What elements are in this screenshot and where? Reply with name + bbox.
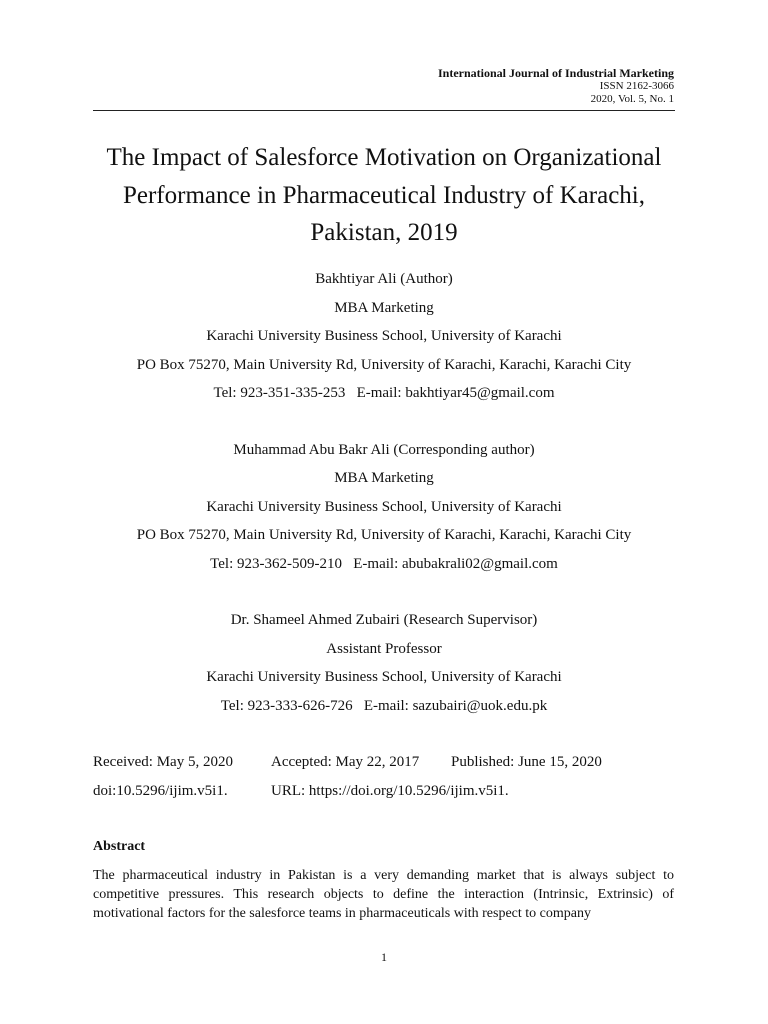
received-date: Received: May 5, 2020 bbox=[93, 754, 233, 770]
author-spacer bbox=[0, 578, 768, 606]
title-line: Performance in Pharmaceutical Industry of Karachi, bbox=[122, 181, 645, 209]
journal-name: International Journal of Industrial Marketing bbox=[437, 66, 674, 80]
author-block bbox=[0, 265, 768, 408]
author-address: PO Box 75270, Main University Rd, University of Karachi, Karachi, Karachi City bbox=[136, 527, 632, 543]
journal-issn: ISSN 2162-3066 bbox=[599, 80, 674, 92]
author-contact: Tel: 923-362-509-210 E-mail: abubakrali02@gmail.com bbox=[210, 555, 558, 572]
doi-url: URL: https://doi.org/10.5296/ijim.v5i1. bbox=[271, 782, 509, 799]
title-line: Pakistan, 2019 bbox=[310, 219, 458, 246]
doi-text: doi:10.5296/ijim.v5i1. bbox=[93, 782, 228, 799]
author-institution: Karachi University Business School, University of Karachi bbox=[206, 669, 562, 685]
author-institution: Karachi University Business School, University of Karachi bbox=[206, 328, 562, 344]
journal-header bbox=[438, 66, 674, 106]
dates-row bbox=[93, 748, 602, 777]
accepted-date: Accepted: May 22, 2017 bbox=[271, 754, 420, 770]
author-position: Assistant Professor bbox=[326, 640, 442, 657]
publication-dates bbox=[93, 748, 602, 805]
author-position: MBA Marketing bbox=[334, 470, 434, 486]
paper-title bbox=[60, 139, 708, 252]
author-address: PO Box 75270, Main University Rd, University of Karachi, Karachi, Karachi City bbox=[136, 356, 632, 373]
author-name: Dr. Shameel Ahmed Zubairi (Research Supervisor) bbox=[230, 612, 538, 628]
author-block bbox=[0, 436, 768, 579]
author-contact: Tel: 923-333-626-726 E-mail: sazubairi@uok.edu.pk bbox=[220, 697, 548, 714]
author-spacer bbox=[0, 408, 768, 436]
author-block bbox=[0, 606, 768, 720]
header-divider bbox=[93, 110, 675, 111]
authors-section bbox=[0, 265, 768, 720]
author-contact: Tel: 923-351-335-253 E-mail: bakhtiyar45@gmail.com bbox=[213, 385, 555, 401]
author-institution: Karachi University Business School, University of Karachi bbox=[206, 498, 562, 515]
published-date: Published: June 15, 2020 bbox=[451, 754, 602, 770]
page-number: 1 bbox=[381, 950, 387, 964]
journal-volume: 2020, Vol. 5, No. 1 bbox=[590, 93, 674, 105]
title-line: The Impact of Salesforce Motivation on Organizational bbox=[106, 144, 662, 171]
author-position: MBA Marketing bbox=[334, 299, 434, 316]
author-name: Bakhtiyar Ali (Author) bbox=[315, 271, 453, 287]
abstract-text: The pharmaceutical industry in Pakistan is a very demanding market that is always subject to competitive pressures. This research objects to define the interaction (Intrinsic, Extrinsic) of motivational factors for the salesforce teams in pharmaceuticals with respect to company bbox=[93, 868, 674, 921]
abstract-heading: Abstract bbox=[93, 839, 146, 854]
author-name: Muhammad Abu Bakr Ali (Corresponding author) bbox=[233, 441, 535, 458]
doi-row bbox=[93, 777, 602, 806]
